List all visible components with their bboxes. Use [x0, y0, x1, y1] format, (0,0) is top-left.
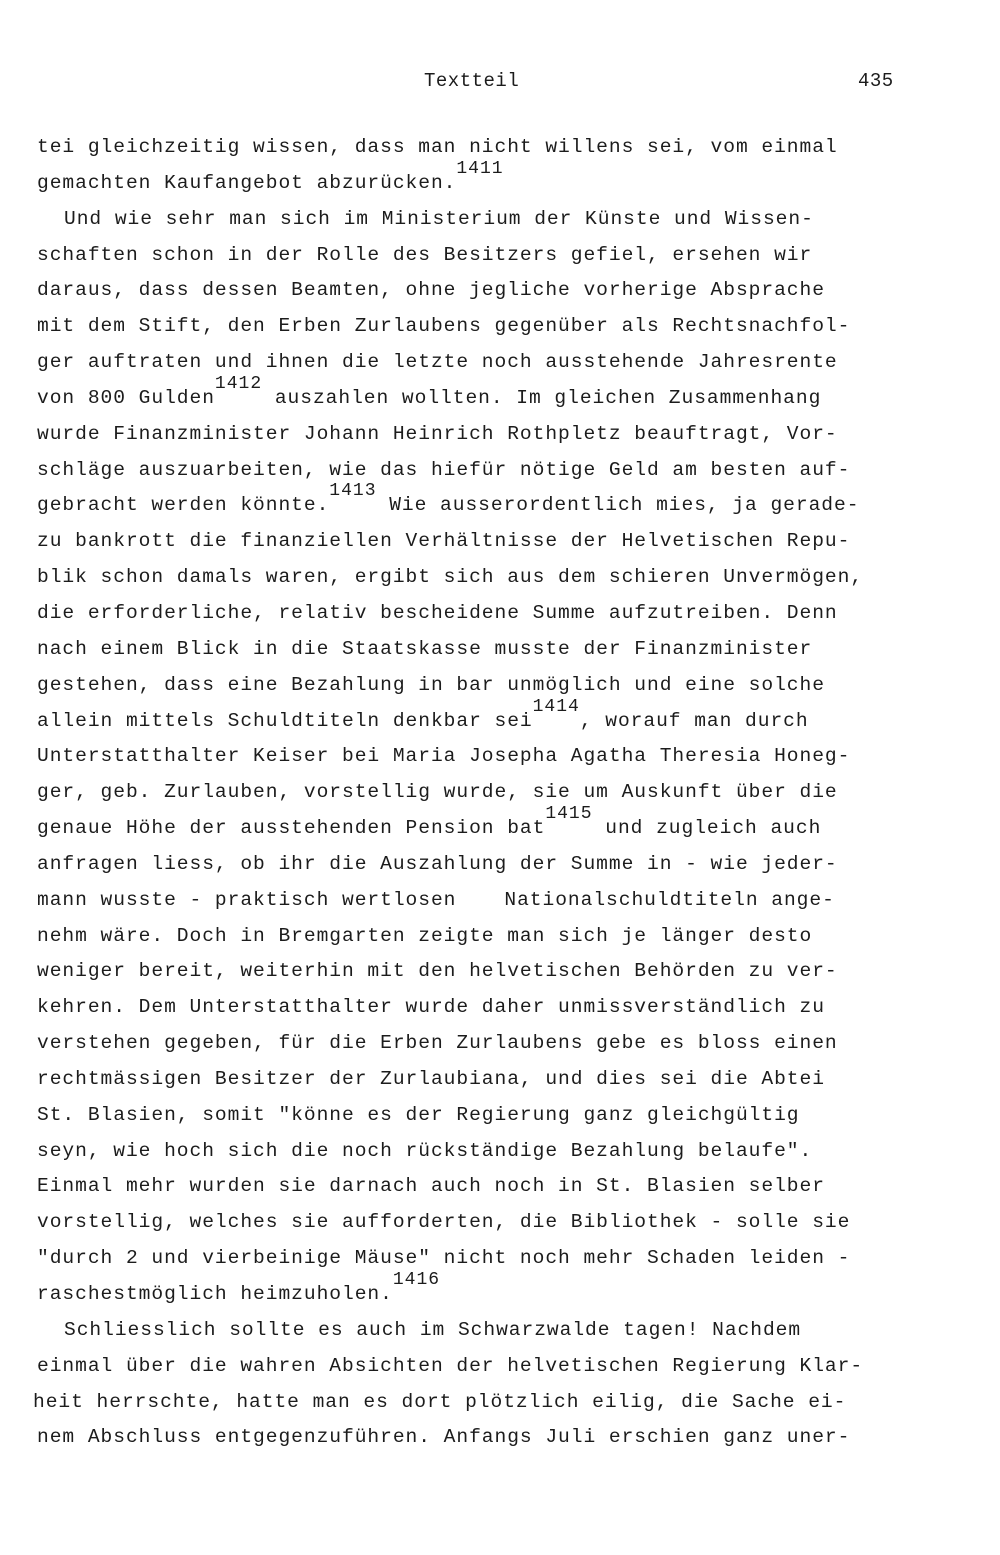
body-text [33, 130, 937, 1456]
text-span: rechtmässigen Besitzer der Zurlaubiana, und dies sei die Abtei [37, 1067, 825, 1090]
text-span: seyn, wie hoch sich die noch rückständige Bezahlung belaufe". [37, 1139, 813, 1162]
footnote-marker-1412: 1412 [214, 373, 263, 394]
text-span: nem Abschluss entgegenzuführen. Anfangs Juli erschien ganz uner- [37, 1426, 851, 1449]
text-line [37, 919, 937, 955]
text-span: nehm wäre. Doch in Bremgarten zeigte man sich je länger desto [37, 924, 813, 947]
text-span: ger, geb. Zurlauben, vorstellig wurde, sie um Auskunft über die [37, 781, 838, 804]
text-line [37, 238, 937, 274]
text-span: Einmal mehr wurden sie darnach auch noch in St. Blasien selber [37, 1175, 825, 1198]
text-span: ger auftraten und ihnen die letzte noch ausstehende Jahresrente [37, 351, 838, 374]
text-span: und zugleich auch [592, 817, 822, 840]
text-line [37, 775, 937, 811]
text-line [37, 158, 937, 202]
text-span: blik schon damals waren, ergibt sich aus dem schieren Unvermögen, [37, 566, 864, 589]
text-span: daraus, dass dessen Beamten, ohne jegliche vorherige Absprache [37, 279, 825, 302]
text-line [37, 1169, 937, 1205]
text-span: zu bankrott die finanziellen Verhältnisse der Helvetischen Repu- [37, 530, 851, 553]
text-line [37, 1098, 937, 1134]
text-line [37, 1205, 937, 1241]
text-span: einmal über die wahren Absichten der helvetischen Regierung Klar- [37, 1354, 864, 1377]
text-line [37, 632, 937, 668]
text-line [37, 417, 937, 453]
text-span: die erforderliche, relativ bescheidene Summe aufzutreiben. Denn [37, 601, 838, 624]
text-line [37, 1349, 937, 1385]
text-line [37, 596, 937, 632]
text-line [37, 309, 937, 345]
text-line [37, 696, 937, 740]
text-line [37, 1062, 937, 1098]
text-line [37, 1026, 937, 1062]
text-line [37, 954, 937, 990]
text-span: genaue Höhe der ausstehenden Pension bat [37, 817, 546, 840]
text-span: St. Blasien, somit "könne es der Regierung ganz gleichgültig [37, 1103, 800, 1126]
text-span: verstehen gegeben, für die Erben Zurlaubens gebe es bloss einen [37, 1032, 838, 1055]
text-span: mann wusste - praktisch wertlosen [37, 888, 457, 911]
running-title: Textteil [424, 70, 520, 92]
text-span: weniger bereit, weiterhin mit den helvetischen Behörden zu ver- [37, 960, 838, 983]
text-line [37, 273, 937, 309]
text-span: heit herrschte, hatte man es dort plötzlich eilig, die Sache ei- [33, 1390, 847, 1413]
page-header [0, 70, 1000, 98]
text-span: Schliesslich sollte es auch im Schwarzwalde tagen! Nachdem [64, 1318, 802, 1341]
text-span: "durch 2 und vierbeinige Mäuse" nicht noch mehr Schaden leiden - [37, 1247, 851, 1270]
text-line [37, 1420, 937, 1456]
footnote-marker-1414: 1414 [532, 696, 580, 717]
text-span: Nationalschuldtiteln ange- [504, 888, 835, 911]
text-span: , worauf man durch [579, 709, 809, 732]
text-line [37, 560, 937, 596]
text-span: wurde Finanzminister Johann Heinrich Rothpletz beauftragt, Vor- [37, 422, 838, 445]
text-span: tei gleichzeitig wissen, dass man nicht willens sei, vom einmal [37, 136, 838, 158]
text-line [37, 453, 937, 489]
text-line [37, 481, 937, 524]
paragraph-start-line [37, 1313, 937, 1349]
text-span: nach einem Blick in die Staatskasse musste der Finanzminister [37, 637, 813, 660]
text-span: von 800 Gulden [37, 386, 215, 409]
text-line [37, 883, 937, 919]
page-number: 435 [858, 70, 894, 92]
text-line [33, 1385, 937, 1421]
text-span: gemachten Kaufangebot abzurücken. [37, 171, 457, 194]
text-span: auszahlen wollten. Im gleichen Zusammenhang [262, 386, 822, 409]
paragraph-start-line [37, 202, 937, 238]
text-line [37, 739, 937, 775]
footnote-marker-1411: 1411 [456, 158, 504, 179]
footnote-marker-1416: 1416 [392, 1270, 441, 1290]
text-line [37, 990, 937, 1026]
text-line [37, 345, 937, 381]
text-span: raschestmöglich heimzuholen. [37, 1283, 393, 1305]
text-span: schläge auszuarbeiten, wie das hiefür nötige Geld am besten auf- [37, 458, 851, 481]
footnote-marker-1415: 1415 [545, 804, 593, 825]
text-span: kehren. Dem Unterstatthalter wurde daher unmissverständlich zu [37, 996, 825, 1019]
text-line [37, 1134, 937, 1170]
text-line [37, 524, 937, 560]
text-line [37, 804, 937, 847]
text-line [37, 373, 937, 417]
text-span: vorstellig, welches sie aufforderten, die Bibliothek - solle sie [37, 1211, 851, 1234]
text-line [37, 1241, 937, 1277]
footnote-marker-1413: 1413 [329, 481, 377, 502]
text-line [37, 668, 937, 704]
text-span: Und wie sehr man sich im Ministerium der Künste und Wissen- [64, 207, 814, 230]
text-line [37, 1270, 937, 1313]
text-line [37, 847, 937, 883]
text-span: gebracht werden könnte. [37, 494, 330, 517]
text-span: Unterstatthalter Keiser bei Maria Josepha Agatha Theresia Honeg- [37, 745, 851, 768]
text-span: allein mittels Schuldtiteln denkbar sei [37, 709, 533, 732]
text-span: mit dem Stift, den Erben Zurlaubens gegenüber als Rechtsnachfol- [37, 315, 851, 338]
text-span: Wie ausserordentlich mies, ja gerade- [376, 494, 860, 517]
text-span: schaften schon in der Rolle des Besitzers gefiel, ersehen wir [37, 243, 813, 266]
text-span: anfragen liess, ob ihr die Auszahlung der Summe in - wie jeder- [37, 852, 838, 875]
text-span: gestehen, dass eine Bezahlung in bar unmöglich und eine solche [37, 673, 825, 696]
